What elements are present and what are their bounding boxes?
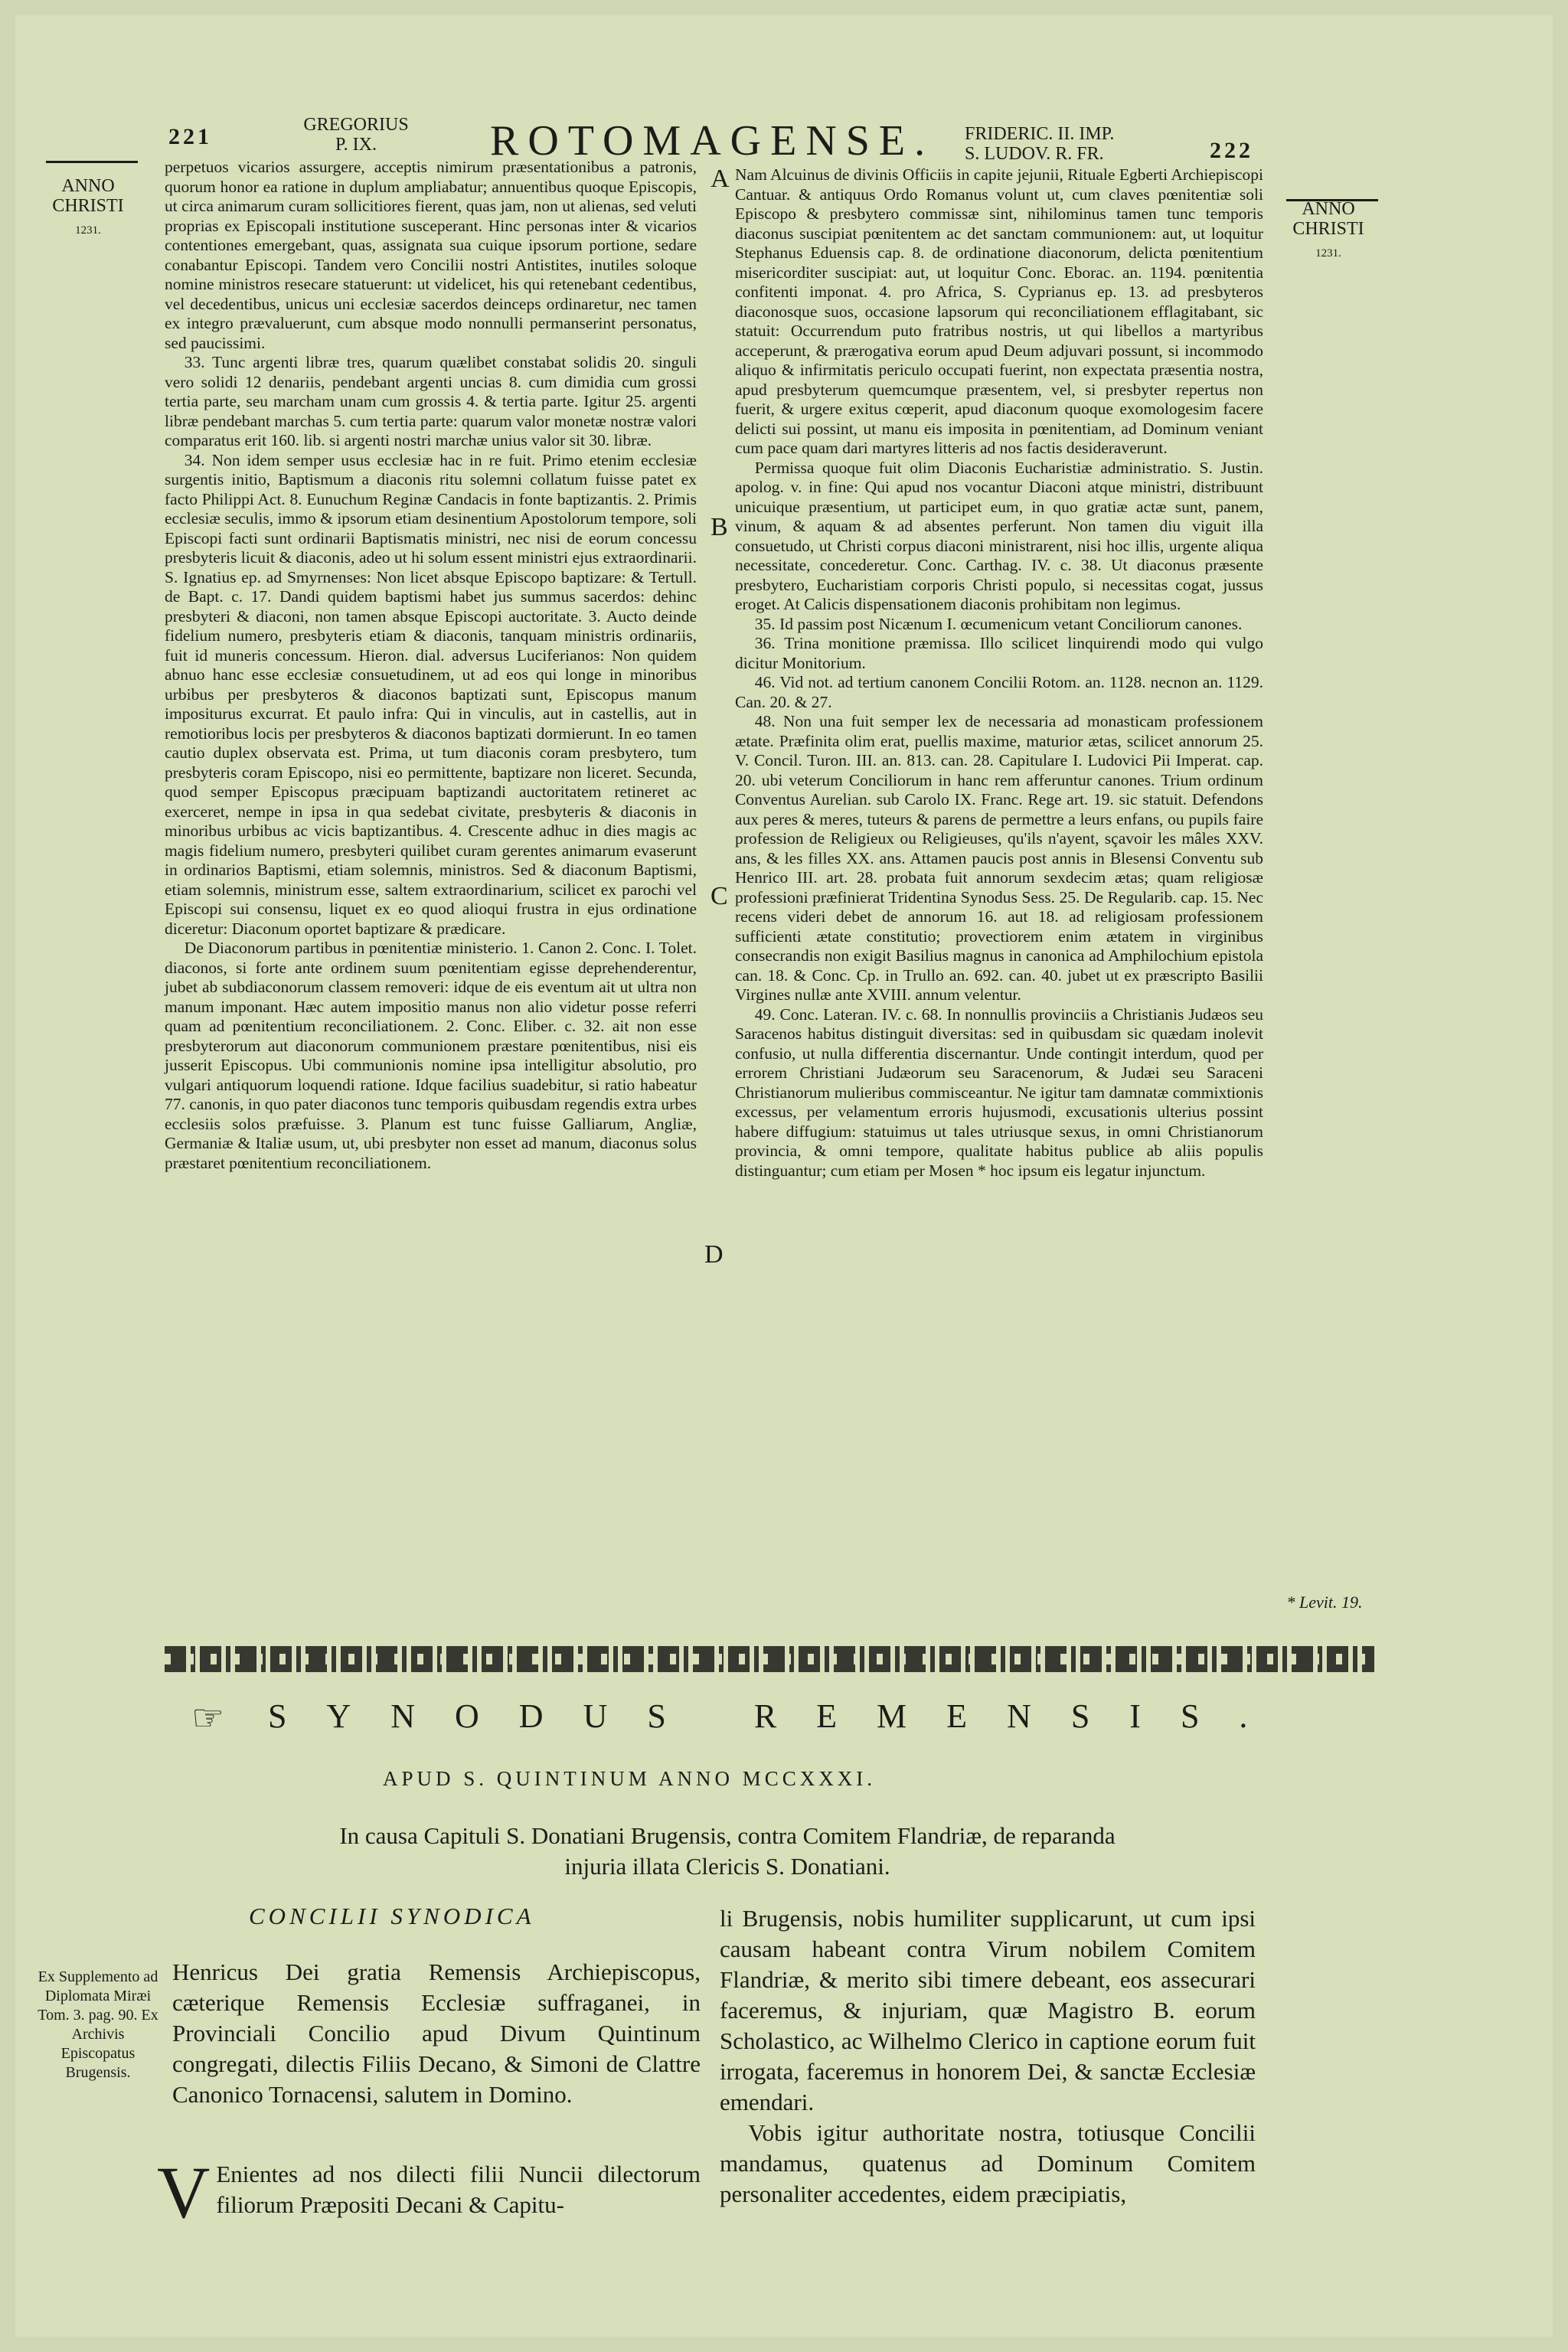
note-paragraph: 49. Conc. Lateran. IV. c. 68. In nonnullis provinciis a Christianis Judæos seu Saracenos habitus distinguit diversitas: sed in quibusdam sic quædam inolevit confusio, ut nulla differentia discernantur. Unde contingit interdum, quod per errorem Christiani Judæorum seu Saracenorum, & Judæi seu Saraceni Christianorum mulieribus commisceantur. Ne igitur tam damnatæ commixtionis excessus, per velamentum erroris hujusmodi, excusationis ulterius possint habere diffugium: statuimus ut tales utriusque sexus, in omni Christianorum provincia, & omni tempore, qualitate habitus publice ab aliis populis distinguantur; cum etiam per Mosen * hoc ipsum eis legatur injunctum. xyxy=(735,1004,1263,1180)
anno-left-year: 1231. xyxy=(75,224,101,237)
letter-opening xyxy=(157,2151,701,2233)
page-number-right: 222 xyxy=(1210,138,1253,163)
anno-left xyxy=(46,176,130,240)
letter-paragraph: li Brugensis, nobis humiliter supplicarunt, ut cum ipsi causam habeant contra Virum nobilem Comitem Flandriæ, & merito sibi timere debeant, eos assecurari faceremus, & injuriam, quæ Magistro B. eorum Scholastico, ac Wilhelmo Clerico in captione eorum fuit irrogata, faceremus in honorem Dei, & sanctæ Ecclesiæ emendari. xyxy=(720,1905,1256,2115)
note-paragraph: 34. Non idem semper usus ecclesiæ hac in re fuit. Primo etenim ecclesiæ surgentis initio, Baptismum a diaconis ritu solemni collatum fuisse patet ex facto Philippi Act. 8. Eunuchum Reginæ Candacis in fonte baptizantis. 2. Primis ecclesiæ seculis, immo & ipsorum etiam desinentium Apostolorum tempore, soli Episcopi facti sunt ordinarii Baptismatis ministri, nec nisi de eorum concessu presbyteris licuit & diaconis, adeo ut hi solum essent ministri ejus extraordinarii. S. Ignatius ep. ad Smyrnenses: Non licet absque Episcopo baptizare: & Tertull. de Bapt. c. 17. Dandi quidem baptismi habet jus summus sacerdos: dehinc presbyteri & diaconi, non tamen absque Episcopi auctoritate. 3. Aucto deinde fidelium numero, presbyteris etiam & diaconis, tanquam ministris ordinariis, fuit id muneris concessum. Hieron. dial. adversus Luciferianos: Non quidem abnuo hanc esse ecclesiæ consuetudinem, ut ad eos qui longe in minoribus urbibus per presbyteros & diaconos baptizati sunt, Episcopus manum impositurus excurrat. Et paulo infra: Qui in vinculis, aut in castellis, aut in remotioribus locis per presbyteros & diaconos baptizati dormierunt. In eo tamen cautio duplex observata est. Prima, ut tum diaconis coram presbytero, tum presbyteris coram Episcopo, nisi eo permittente, baptizare non liceret. Secunda, quod semper Episcopus præcipuam baptizandi auctoritatem retineret ac exerceret, nempe in ipsa in qua sedebat civitate, presbyteris & diaconis in minoribus urbibus ac vicis baptizantibus. 4. Crescente adhuc in dies magis ac magis fidelium numero, presbyteri quilibet curam gerentes animarum evaserunt in ordinarios Baptismi, etiam solemnis, ministros. Sed & diaconum Baptismi, etiam solemnis, ministrum esse, saltem extraordinarium, scilicet ex parochi vel Episcopi sui consensu, liquet ex eo quod alioqui frustra in ejus ordinatione diceretur: Diaconum oportet baptizare & prædicare. xyxy=(165,450,697,938)
ruler-title: S. LUDOV. R. FR. xyxy=(965,144,1104,164)
synod-title: SYNODUS REMENSIS. xyxy=(268,1697,1288,1735)
pontiff-heading xyxy=(299,115,413,155)
pointing-hand-icon: ☞ xyxy=(191,1698,225,1739)
letter-paragraph: Vobis igitur authoritate nostra, totiusque Concilii mandamus, quatenus ad Dominum Comitem personaliter accedentes, eidem præcipiatis, xyxy=(720,2119,1256,2207)
margin-rule-left xyxy=(46,161,138,163)
synod-subtitle: APUD S. QUINTINUM ANNO MCCXXXI. xyxy=(383,1767,877,1790)
note-paragraph: Permissa quoque fuit olim Diaconis Eucharistiæ administratio. S. Justin. apolog. v. in fine: Qui apud nos vocantur Diaconi atque ministri, distribuunt unicuique præsentium, ut participet eum, in quo gratiæ actæ sunt, panem, vinum, & aquam & ad absentes perferunt. Non tamen diu viguit illa consuetudo, ut Christi corpus diaconi ministrarent, nisi hoc illis, urgente aliqua necessitate, concederetur. Conc. Carthag. IV. c. 38. Ut diaconus præsente presbytero, Eucharistiam corporis Christi populo, si necessitas cogat, jussus eroget. At Calicis dispensationem diaconis prohibitam non legimus. xyxy=(735,458,1263,613)
section-letter-c: C xyxy=(710,882,728,910)
synod-intro xyxy=(222,1821,1233,1882)
section-title: CONCILII SYNODICA xyxy=(249,1903,535,1929)
anno-right-label: ANNO CHRISTI xyxy=(1292,199,1364,239)
section-letter-d: D xyxy=(704,1240,724,1269)
note-paragraph: perpetuos vicarios assurgere, acceptis nimirum præsentationibus a patronis, quorum honor ea ratione in duplum ampliabatur; annuentibus quoque Episcopis, ut circa animarum curam sollicitiores fierent, quas jam, non ut alienas, sed veluti proprias ex Episcopali institutione susceperant. Hinc personas inter & vicarios contentiones emergebant, quas, assignata sua cuique ipsorum portione, sedare conabantur Episcopi. Tandem vero Concilii nostri Antistites, inutiles soloque nomine ministros resecare statuerunt: ut videlicet, his qui retenebant cedentibus, vel decedentibus, unicus uni ecclesiæ sacerdos deinceps ordinaretur, nec tamen ex integro prævaluerunt, cum absque modo nonnulli permanserint personatus, sed paucissimi. xyxy=(165,158,697,352)
pontiff-name: GREGORIUS xyxy=(303,115,409,135)
anno-right-year: 1231. xyxy=(1315,247,1341,260)
note-paragraph: De Diaconorum partibus in pœnitentiæ ministerio. 1. Canon 2. Conc. I. Tolet. diaconos, si forte ante ordinem suum pœnitentiam egisse deprehenderentur, jubet ab subdiaconorum classem removeri: idque de eis eventum ait ut ultra non manum imponant. Hæc autem impositio manus non alio videtur posse referri quam ad pœnitentium reconciliationem. 2. Conc. Eliber. c. 32. ait non esse presbyterorum aut diaconorum communionem præstare pœnitentibus, nisi eis jusserit Episcopus. Ubi communionis nomine ipsa intelligitur absolutio, pro vulgari antiquorum loquendi ratione. Idque facilius suadebitur, si ratio habeatur 77. canonis, in quo pater diaconos tunc temporis quibusdam regendis extra urbes ecclesiis solos præfuisse. 3. Planum est tunc fuisse Galliarum, Angliæ, Germaniæ & Italiæ usum, ut, ubi presbyter non esset ad manum, diaconus solus præstaret pœnitentium reconciliationem. xyxy=(165,939,697,1172)
letter-right-column xyxy=(720,1903,1256,2210)
pontiff-title: P. IX. xyxy=(335,135,377,155)
intro-line-1: In causa Capituli S. Donatiani Brugensis, contra Comitem Flandriæ, de reparanda xyxy=(339,1822,1116,1849)
section-letter-a: A xyxy=(710,165,730,193)
letter-left-column xyxy=(172,1957,701,2110)
note-paragraph: Nam Alcuinus de divinis Officiis in capite jejunii, Rituale Egberti Archiepiscopi Cantuar. & antiquus Ordo Romanus volunt ut, cum claves pœnitentiæ soli Episcopo & presbytero commissæ sint, nihilominus tamen tunc temporis diaconus suscipiat pœnitentem ac det sanctam communionem: aut, ut loquitur Stephanus Eduensis cap. 8. de ordinatione diaconorum, delicta pœnitentium misericorditer suscipiat: aut, ut loquitur Conc. Eborac. an. 1194. pœnitentia confitenti imponat. 4. pro Africa, S. Cyprianus ep. 13. ad presbyteros diaconosque suos, occasione lapsorum qui reconciliationem efflagitabant, sic statuit: Occurrendum puto fratribus nostris, ut qui libellos a martyribus acceperunt, & prærogativa eorum apud Deum adjuvari possunt, si incommodo aliquo & infirmitatis periculo occupati fuerint, non expectata præsentia nostra, apud presbyterum quemcumque præsentem, vel, si presbyter repertus non fuerit, & urgere exitus cœperit, apud diaconum quoque exomologesim facere delicti sui possint, ut manu eis imposita in pœnitentiam, ad Dominum veniant cum pace quam dari martyres litteris ad nos factis desideraverunt. xyxy=(735,165,1263,457)
running-title: ROTOMAGENSE. xyxy=(490,117,935,165)
ruler-heading xyxy=(965,124,1148,164)
letter-greeting: Henricus Dei gratia Remensis Archiepiscopus, cæterique Remensis Ecclesiæ suffraganei, in Provinciali Concilio apud Divum Quintinum congregati, dilectis Filiis Decano, & Simoni de Clattre Canonico Tornacensi, salutem in Domino. xyxy=(172,1958,701,2108)
page-number-left: 221 xyxy=(168,124,212,149)
intro-line-2: injuria illata Clericis S. Donatiani. xyxy=(564,1853,890,1880)
note-paragraph: 48. Non una fuit semper lex de necessaria ad monasticam professionem ætate. Præfinita olim erat, puellis maxime, maturior ætas, scilicet annorum 25. V. Concil. Turon. III. an. 813. can. 28. Capitulare I. Ludovici Pii Imperat. cap. 20. ubi veterum Conciliorum in hanc rem afferuntur canones. Trium ordinum Conventus Aurelian. sub Carolo IX. Franc. Rege art. 19. sic statuit. Defendons aux peres & meres, tuteurs & parens de permettre a leurs enfans, ou pupils faire profession de Religieux ou Religieuses, qu'ils n'ayent, sçavoir les mâles XXV. ans, & les filles XX. ans. Attamen paucis post annis in Blesensi Conventu sub Henrico III. art. 28. probata fuit annorum sexdecim ætas; quam religiosæ professioni præfinierat Tridentina Synodus Sess. 25. De Regularib. cap. 15. Nec recens videri debet de annorum 16. aut 18. ad religiosam professionem sufficienti ætate constitutio; provectiorem enim ætatem in virginibus consecrandis non exigit Basilius magnus in canonica ad Amphilochium epistola can. 18. & Conc. Cp. in Trullo an. 692. can. 40. jubet ut ex præscripto Basilii Virgines nullæ ante XVIII. annum velentur. xyxy=(735,712,1263,1004)
anno-left-label: ANNO CHRISTI xyxy=(52,176,124,216)
source-note: Ex Supplemento ad Diplomata Miræi Tom. 3. pag. 90. Ex Archivis Episcopatus Brugensis. xyxy=(38,1968,158,2081)
ornamental-divider xyxy=(165,1646,1374,1672)
anno-right xyxy=(1279,199,1378,263)
note-paragraph: 36. Trina monitione præmissa. Illo scilicet linquirendi modo qui vulgo dicitur Monitorium. xyxy=(735,634,1263,672)
notes-column-left xyxy=(165,158,697,1173)
footnote-levit: * Levit. 19. xyxy=(1286,1592,1363,1612)
dropcap-letter: V xyxy=(157,2151,211,2233)
note-paragraph: 35. Id passim post Nicænum I. œcumenicum vetant Conciliorum canones. xyxy=(754,614,1243,633)
ruler-name: FRIDERIC. II. IMP. xyxy=(965,124,1115,144)
letter-opening-text: Enientes ad nos dilecti filii Nuncii dilectorum filiorum Præpositi Decani & Capitu- xyxy=(216,2161,701,2218)
note-paragraph: 46. Vid not. ad tertium canonem Concilii Rotom. an. 1128. necnon an. 1129. Can. 20. & 27. xyxy=(735,673,1263,711)
section-letter-b: B xyxy=(710,513,728,541)
notes-column-right xyxy=(735,165,1263,1181)
note-paragraph: 33. Tunc argenti libræ tres, quarum quælibet constabat solidis 20. singuli vero solidi 12 denariis, pendebant argenti uncias 8. cum dimidia cum grossi tertia parte, seu marcham unam cum grossis 4. & tertia parte. Igitur 25. argenti libræ pendebant marchas 5. cum tertia parte: quarum valor monetæ nostræ valori comparatus erit 160. lib. si argenti nostri marchæ unius valor sit 30. libræ. xyxy=(165,353,697,449)
book-page xyxy=(15,15,1553,2337)
